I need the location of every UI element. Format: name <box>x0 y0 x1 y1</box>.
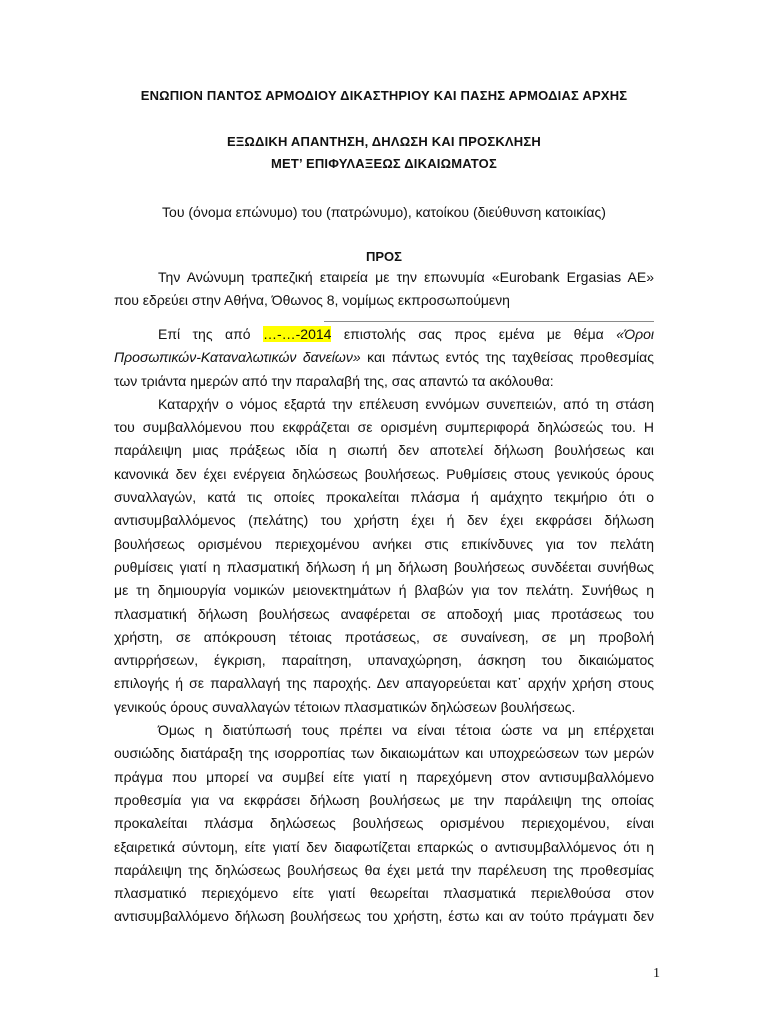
recipient-line-1: Την Ανώνυμη τραπεζική εταιρεία με την επωνυμία «Eurobank Ergasias AE» <box>158 269 654 285</box>
paragraph-3-line: παράλειψη της δηλώσεως βουλήσεως θα έχει μετά την παρέλευση της προθεσμίας <box>114 861 654 878</box>
paragraph-2 <box>114 393 654 719</box>
paragraph-2-line: αντισυμβαλλόμενος (πελάτης) του χρήστη έχει ή δεν έχει εκφράσει δήλωση <box>114 512 654 529</box>
sender-line: Του (όνομα επώνυμο) του (πατρώνυμο), κατοίκου (διεύθυνση κατοικίας) <box>162 204 606 220</box>
paragraph-1-line-2: Προσωπικών-Καταναλωτικών δανείων» και πάντως εντός της ταχθείσας προθεσμίας <box>114 349 655 366</box>
paragraph-1 <box>114 323 654 393</box>
paragraph-2-line: επιλογής ή σε παραλλαγή της παροχής. Δεν απαγορεύεται κατ᾽ αρχήν χρήση στους <box>114 675 654 692</box>
paragraph-2-line: με τη δημιουργία νομικών μειονεκτημάτων ή βλαβών για τον πελάτη. Συνήθως η <box>114 582 654 599</box>
paragraph-3-line: πράγμα που μπορεί να συμβεί είτε γιατί η παρεχόμενη στον αντισυμβαλλόμενο <box>114 768 654 785</box>
paragraph-2-line: αντιρρήσεων, έγκριση, παραίτηση, υπαναχώρηση, άσκηση του δικαιώματος <box>114 652 654 669</box>
paragraph-1-line-1: Επί της από …-…-2014 επιστολής σας προς εμένα με θέμα «Όροι <box>158 326 655 342</box>
page-number: 1 <box>653 966 660 981</box>
separator-line <box>324 321 654 322</box>
paragraph-2-line: συναλλαγών, κατά τις οποίες προκαλείται πλάσμα ή αμάχητο τεκμήριο ότι ο <box>114 489 654 506</box>
document-body <box>114 323 654 929</box>
subject-italic-2: Προσωπικών-Καταναλωτικών δανείων» <box>114 349 361 366</box>
paragraph-2-line: παράλειψη μιας πράξεως ιδία η σιωπή δεν αποτελεί δήλωση βουλήσεως και <box>114 442 654 459</box>
paragraph-3-line: αντισυμβαλλόμενο δήλωση βουλήσεως του χρήστη, έστω και αν τούτο πράγματι δεν <box>114 908 654 925</box>
document-title-line-1: ΕΞΩΔΙΚΗ ΑΠΑΝΤΗΣΗ, ΔΗΛΩΣΗ ΚΑΙ ΠΡΟΣΚΛΗΣΗ <box>227 134 541 149</box>
paragraph-3-line: Όμως η διατύπωσή τους πρέπει να είναι τέτοια ώστε να μη επέρχεται <box>158 722 654 739</box>
document-title-line-2: ΜΕΤ’ ΕΠΙΦΥΛΑΞΕΩΣ ΔΙΚΑΙΩΜΑΤΟΣ <box>271 156 497 171</box>
recipient-line-2: που εδρεύει στην Αθήνα, Όθωνος 8, νομίμως εκπροσωπούμενη <box>114 292 510 309</box>
recipient-block <box>114 266 654 313</box>
paragraph-2-line: πλασματική δήλωση βουλήσεως αναφέρεται σε αποδοχή μιας προτάσεως του <box>114 605 654 622</box>
paragraph-3-line: πλασματικό περιεχόμενο είτε γιατί θεωρείται πλασματικά περιελθούσα στον <box>114 885 654 902</box>
paragraph-2-line: ρυθμίσεις γιατί η πλασματική δήλωση ή μη δήλωση βουλήσεως συνδέεται συνήθως <box>114 558 654 575</box>
paragraph-2-line: κανονικά δεν έχει ενέργεια δηλώσεως βουλήσεως. Ρυθμίσεις στους γενικούς όρους <box>114 465 654 482</box>
paragraph-2-line: Καταρχήν ο νόμος εξαρτά την επέλευση εννόμων συνεπειών, από τη στάση <box>158 395 654 412</box>
to-label: ΠΡΟΣ <box>366 249 402 264</box>
paragraph-2-line: βουλήσεως ορισμένου περιεχομένου ανήκει στις επικίνδυνες για τον πελάτη <box>114 535 654 552</box>
date-highlight: …-…-2014 <box>262 326 332 342</box>
paragraph-2-line: γενικούς όρους συναλλαγών τέτοιων πλασματικών δηλώσεων βουλήσεως. <box>114 698 576 715</box>
paragraph-1-line-3: των τριάντα ημερών από την παραλαβή της, σας απαντώ τα ακόλουθα: <box>114 372 554 389</box>
paragraph-3-line: προθεσμία για να εκφράσει δήλωση βουλήσεως με την παράλειψη της οποίας <box>114 791 654 808</box>
paragraph-3 <box>114 719 654 929</box>
subject-italic-1: «Όροι <box>616 326 655 342</box>
court-heading: ΕΝΩΠΙΟΝ ΠΑΝΤΟΣ ΑΡΜΟΔΙΟΥ ΔΙΚΑΣΤΗΡΙΟΥ ΚΑΙ ΠΑΣΗΣ ΑΡΜΟΔΙΑΣ ΑΡΧΗΣ <box>140 88 628 103</box>
paragraph-3-line: ουσιώδης διατάραξη της ισορροπίας των δικαιωμάτων και υποχρεώσεων των μερών <box>114 745 654 762</box>
paragraph-2-line: του συμβαλλόμενου που εκφράζεται σε ορισμένη συμπεριφορά δηλώσεώς του. Η <box>114 419 654 436</box>
paragraph-3-line: εξαιρετικά σύντομη, είτε γιατί δεν διαφωτίζεται επαρκώς ο αντισυμβαλλόμενος ότι η <box>114 838 654 855</box>
paragraph-2-line: χρήστη, σε απόκρουση τέτοιας προτάσεως, σε συναίνεση, σε μη προβολή <box>114 628 654 645</box>
paragraph-3-line: προκαλείται πλάσμα δηλώσεως βουλήσεως ορισμένου περιεχομένου, είναι <box>114 815 654 832</box>
